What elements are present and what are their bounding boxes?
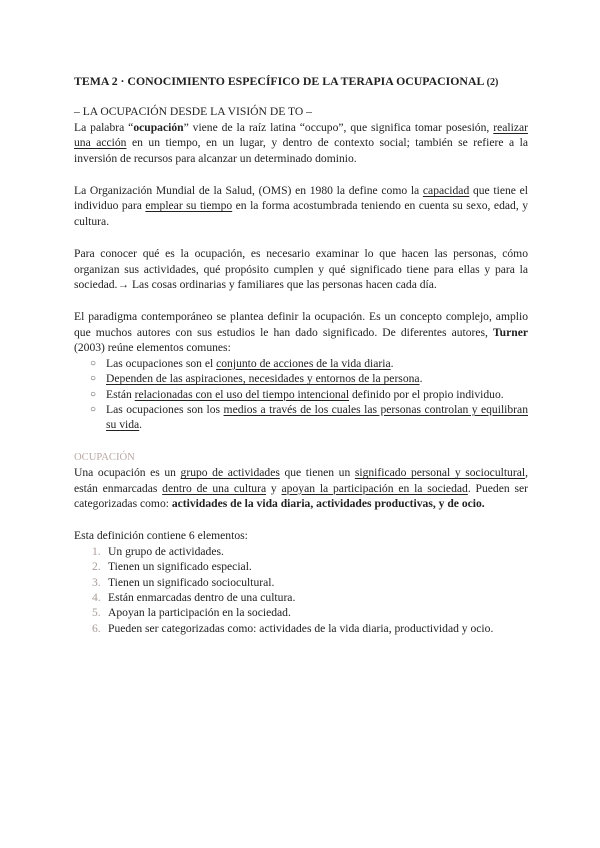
section-heading: – LA OCUPACIÓN DESDE LA VISIÓN DE TO – xyxy=(74,105,312,119)
list-item: 2. Tienen un significado especial. xyxy=(92,560,252,574)
circle-bullet-icon: ○ xyxy=(90,357,97,369)
circle-bullet-icon: ○ xyxy=(90,403,97,415)
list-item: ○ Están relacionadas con el uso del tiempo intencional definido por el propio individuo. xyxy=(90,387,504,401)
title-text: TEMA 2 · CONOCIMIENTO ESPECÍFICO DE LA TERAPIA OCUPACIONAL xyxy=(74,74,484,88)
section-ocupacion: OCUPACIÓN Una ocupación es un grupo de actividades que tienen un significado personal y sociocultural, están enmarcadas dentro de una cultura y apoyan la participación en la sociedad. Pueden ser categorizadas como: actividades de la vida diaria, actividades productivas, y de ocio. xyxy=(74,451,528,510)
list-item: ○ Las ocupaciones son el conjunto de acciones de la vida diaria. xyxy=(90,356,394,370)
term-ocupacion: ocupación xyxy=(133,120,184,134)
list-item: 3. Tienen un significado sociocultural. xyxy=(92,575,275,589)
paragraph-conocer: Para conocer qué es la ocupación, es necesario examinar lo que hacen las personas, cómo organizan sus actividades, qué propósito cumplen y qué significado tiene para ellas y para la sociedad.→ Las cosas ordinarias y familiares que las personas hacen cada día. xyxy=(74,247,528,292)
elements-section xyxy=(74,528,528,636)
section-heading: OCUPACIÓN xyxy=(74,451,135,463)
title-number: (2) xyxy=(486,77,499,88)
list-item: 5. Apoyan la participación en la sociedad. xyxy=(92,606,291,620)
arrow-icon: → xyxy=(117,278,130,292)
bullet-list xyxy=(74,356,528,433)
underlined-phrase: capacidad xyxy=(422,184,470,198)
underlined-phrase: realizar una acción xyxy=(74,120,528,150)
list-item: ○ Las ocupaciones son los medios a través de los cuales las personas controlan y equilibran su vida. xyxy=(90,402,528,432)
circle-bullet-icon: ○ xyxy=(90,388,97,400)
list-item: ○ Dependen de las aspiraciones, necesidades y entornos de la persona. xyxy=(90,372,423,386)
list-intro: Esta definición contiene 6 elementos: xyxy=(74,529,248,543)
document-title xyxy=(74,74,528,90)
paragraph-paradigma: El paradigma contemporáneo se plantea definir la ocupación. Es un concepto complejo, amplio que muchos autores con sus estudios le han dado significado. De diferentes autores, Turner (2003) reúne elementos comunes: ○ Las ocupaciones son el conjunto de acciones de la vida diaria. ○ Dependen de las aspiraciones, necesidades y entornos de la persona. ○ Están relacionadas con el uso del tiempo intencional definido por el propio individuo. ○ Las ocupaciones son los medios a través de los cuales las personas controlan y equilibran su vida. xyxy=(74,310,528,432)
author-name: Turner xyxy=(492,325,528,339)
paragraph-oms: La Organización Mundial de la Salud, (OMS) en 1980 la define como la capacidad que tiene el individuo para emplear su tiempo en la forma acostumbrada teniendo en cuenta su sexo, edad, y cultura. xyxy=(74,184,528,228)
list-item: 1. Un grupo de actividades. xyxy=(92,544,224,558)
list-item: 4. Están enmarcadas dentro de una cultura. xyxy=(92,590,296,604)
underlined-phrase: emplear su tiempo xyxy=(145,199,233,213)
circle-bullet-icon: ○ xyxy=(90,373,97,385)
numbered-list xyxy=(74,544,528,636)
paragraph-definition: La palabra “ocupación” viene de la raíz latina “occupo”, que significa tomar posesión, realizar una acción en un tiempo, en un lugar, y dentro de contexto social; también se refiere a la inversión de recursos para alcanzar un determinado dominio. xyxy=(74,120,528,165)
section-ocupacion-vision xyxy=(74,104,528,166)
list-item: 6. Pueden ser categorizadas como: actividades de la vida diaria, productividad y ocio. xyxy=(92,621,494,635)
document-page xyxy=(74,74,528,636)
